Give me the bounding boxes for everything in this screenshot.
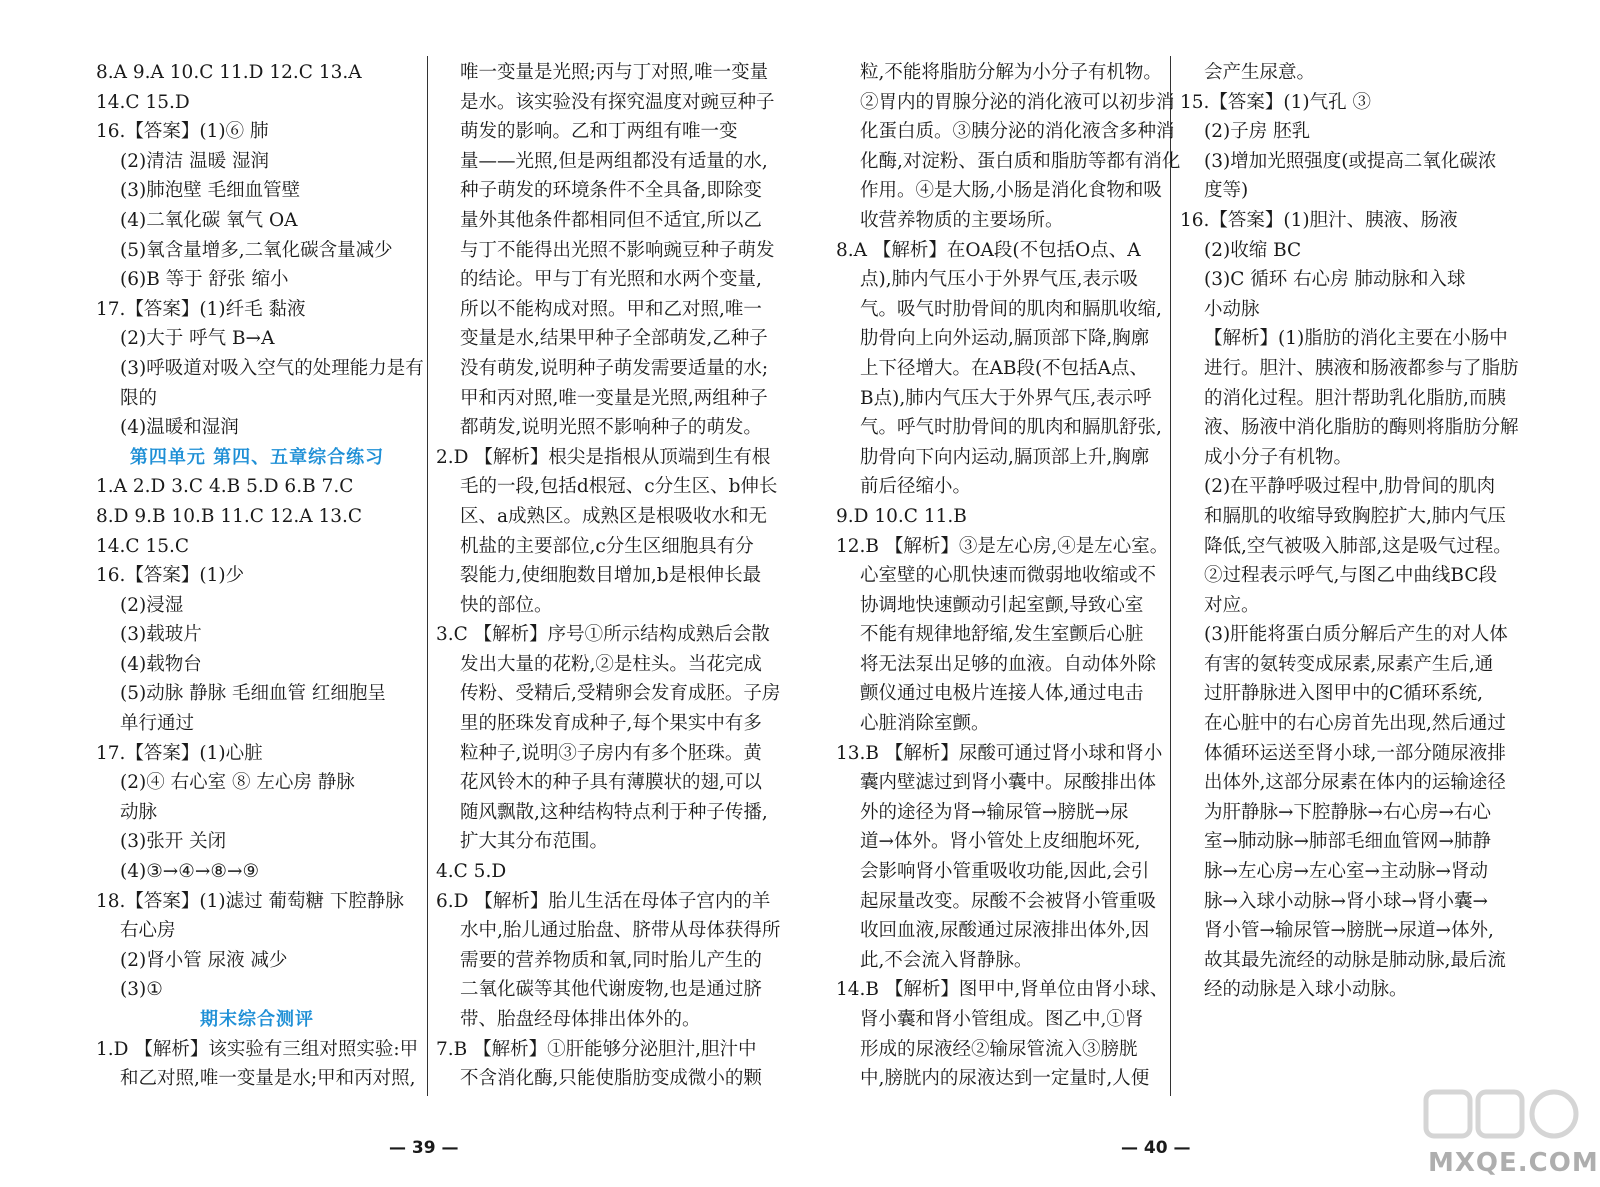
- text-line: 度等): [1204, 180, 1249, 202]
- text-line: 在心脏中的右心房首先出现,然后通过: [1204, 713, 1506, 735]
- text-line: 经的动脉是入球小动脉。: [1204, 979, 1408, 1001]
- text-line: 小动脉: [1204, 298, 1260, 320]
- text-line: 点),肺内气压小于外界气压,表示吸: [860, 269, 1138, 291]
- text-line: 3.C 【解析】序号①所示结构成熟后会散: [436, 624, 770, 646]
- text-line: (2)④ 右心室 ⑧ 左心房 静脉: [120, 772, 355, 794]
- text-line: 量——光照,但是两组都没有适量的水,: [460, 150, 768, 172]
- text-line: (2)在平静呼吸过程中,肋骨间的肌肉: [1204, 476, 1496, 498]
- text-line: 肋骨向下向内运动,膈顶部上升,胸廓: [860, 446, 1150, 468]
- text-line: (4)载物台: [120, 653, 202, 675]
- text-line: 成小分子有机物。: [1204, 446, 1353, 468]
- text-line: (3)载玻片: [120, 624, 202, 646]
- text-line: 中,膀胱内的尿液达到一定量时,人便: [860, 1068, 1150, 1090]
- text-line: 12.B 【解析】③是左心房,④是左心室。: [836, 535, 1169, 557]
- text-line: 裂能力,使细胞数目增加,b是根伸长最: [460, 565, 762, 587]
- text-line: (2)收缩 BC: [1204, 239, 1302, 261]
- text-line: 有害的氨转变成尿素,尿素产生后,通: [1204, 653, 1494, 675]
- text-line: (4)温暖和湿润: [120, 417, 239, 439]
- page-number-left: — 39 —: [389, 1138, 459, 1158]
- text-line: 粒,不能将脂肪分解为小分子有机物。: [860, 62, 1162, 83]
- text-line: 与丁不能得出光照不影响豌豆种子萌发: [460, 239, 775, 261]
- page-number-right: — 40 —: [1121, 1138, 1191, 1158]
- text-line: (4)二氧化碳 氧气 OA: [120, 209, 298, 231]
- text-line: (2)浸湿: [120, 594, 184, 616]
- text-line: 4.C 5.D: [436, 861, 507, 883]
- column-divider-right: [1170, 56, 1171, 1096]
- text-line: 2.D 【解析】根尖是指根从顶端到生有根: [436, 446, 771, 468]
- text-line: 区、a成熟区。成熟区是根吸收水和无: [460, 505, 768, 527]
- text-line: (3)呼吸道对吸入空气的处理能力是有: [120, 357, 424, 379]
- text-line: 18.【答案】(1)滤过 葡萄糖 下腔静脉: [96, 890, 404, 912]
- text-line: 不含消化酶,只能使脂肪变成微小的颗: [460, 1068, 762, 1090]
- text-line: 的结论。甲与丁有光照和水两个变量,: [460, 269, 762, 291]
- text-line: 粒种子,说明③子房内有多个胚珠。黄: [460, 742, 762, 764]
- text-line: (5)动脉 静脉 毛细血管 红细胞呈: [120, 683, 386, 705]
- text-line: 为肝静脉→下腔静脉→右心房→右心: [1204, 801, 1492, 823]
- text-line: 所以不能构成对照。甲和乙对照,唯一: [460, 298, 762, 320]
- text-line: 种子萌发的环境条件不全具备,即除变: [460, 180, 762, 202]
- text-line: 传粉、受精后,受精卵会发育成胚。子房: [460, 683, 781, 705]
- text-line: 起尿量改变。尿酸不会被肾小管重吸: [860, 890, 1157, 912]
- text-line: 6.D 【解析】胎儿生活在母体子宫内的羊: [436, 890, 771, 912]
- text-line: 随风飘散,这种结构特点利于种子传播,: [460, 801, 768, 823]
- text-line: (6)B 等于 舒张 缩小: [120, 269, 289, 291]
- section-heading: 期末综合测评: [200, 1009, 314, 1030]
- text-line: 限的: [120, 387, 158, 409]
- text-line: 唯一变量是光照;丙与丁对照,唯一变量: [460, 62, 769, 83]
- text-line: 带、胎盘经母体排出体外的。: [460, 1009, 701, 1030]
- text-line: 甲和丙对照,唯一变量是光照,两组种子: [460, 387, 768, 409]
- text-line: 13.B 【解析】尿酸可通过肾小球和肾小: [836, 742, 1163, 764]
- text-line: 脉→入球小动脉→肾小球→肾小囊→: [1204, 890, 1489, 912]
- text-line: 囊内壁滤过到肾小囊中。尿酸排出体: [860, 772, 1157, 794]
- text-line: ②胃内的胃腺分泌的消化液可以初步消: [860, 91, 1175, 113]
- text-line: 萌发的影响。乙和丁两组有唯一变: [460, 121, 738, 143]
- text-line: 8.A 9.A 10.C 11.D 12.C 13.A: [96, 62, 362, 83]
- text-line: 毛的一段,包括d根冠、c分生区、b伸长: [460, 476, 778, 498]
- text-line: 会产生尿意。: [1204, 62, 1316, 83]
- text-line: 扩大其分布范围。: [460, 831, 609, 853]
- text-line: 没有萌发,说明种子萌发需要适量的水;: [460, 357, 769, 379]
- text-line: (2)大于 呼气 B→A: [120, 328, 275, 350]
- text-line: 体循环运送至肾小球,一部分随尿液排: [1204, 742, 1506, 764]
- text-line: 发出大量的花粉,②是柱头。当花完成: [460, 653, 762, 675]
- text-line: 化酶,对淀粉、蛋白质和脂肪等都有消化: [860, 150, 1181, 172]
- text-line: 此,不会流入肾静脉。: [860, 949, 1033, 971]
- text-line: (5)氧含量增多,二氧化碳含量减少: [120, 239, 393, 261]
- text-line: 都萌发,说明光照不影响种子的萌发。: [460, 417, 762, 439]
- text-line: 右心房: [120, 920, 176, 942]
- text-line: 进行。胆汁、胰液和肠液都参与了脂肪: [1204, 357, 1519, 379]
- column-divider-left: [427, 56, 428, 1096]
- text-line: (2)子房 胚乳: [1204, 121, 1311, 143]
- text-line: 的消化过程。胆汁帮助乳化脂肪,而胰: [1204, 387, 1506, 409]
- column-1: [96, 58, 424, 1094]
- text-line: 量外其他条件都相同但不适宜,所以乙: [460, 209, 762, 231]
- text-line: 过肝静脉进入图甲中的C循环系统,: [1204, 683, 1484, 705]
- text-line: (4)③→④→⑧→⑨: [120, 861, 260, 883]
- column-3: [836, 58, 1181, 1094]
- text-line: 气。吸气时肋骨间的肌肉和膈肌收缩,: [860, 298, 1162, 320]
- text-line: 水中,胎儿通过胎盘、脐带从母体获得所: [460, 920, 781, 942]
- text-line: 出体外,这部分尿素在体内的运输途径: [1204, 772, 1506, 794]
- text-line: (3)增加光照强度(或提高二氧化碳浓: [1204, 150, 1497, 172]
- text-line: (3)肺泡壁 毛细血管壁: [120, 180, 301, 202]
- text-line: 8.D 9.B 10.B 11.C 12.A 13.C: [96, 505, 363, 527]
- text-line: 化蛋白质。③胰分泌的消化液含多种消: [860, 121, 1175, 143]
- text-line: 肾小囊和肾小管组成。图乙中,①肾: [860, 1009, 1144, 1030]
- text-line: 16.【答案】(1)⑥ 肺: [96, 121, 269, 143]
- text-line: 二氧化碳等其他代谢废物,也是通过脐: [460, 979, 762, 1001]
- text-line: 和乙对照,唯一变量是水;甲和丙对照,: [120, 1068, 416, 1090]
- text-line: 17.【答案】(1)心脏: [96, 742, 263, 764]
- section-heading: 第四单元 第四、五章综合练习: [129, 446, 385, 468]
- text-line: 前后径缩小。: [860, 476, 972, 498]
- text-line: 心室壁的心肌快速而微弱地收缩或不: [860, 565, 1157, 587]
- text-line: 需要的营养物质和氧,同时胎儿产生的: [460, 949, 762, 971]
- text-line: (2)清洁 温暖 湿润: [120, 150, 269, 172]
- text-line: 快的部位。: [460, 594, 553, 616]
- text-line: 形成的尿液经②输尿管流入③膀胱: [860, 1038, 1138, 1060]
- text-line: 协调地快速颤动引起室颤,导致心室: [860, 594, 1144, 616]
- text-line: (3)①: [120, 979, 163, 1001]
- text-line: 作用。④是大肠,小肠是消化食物和吸: [860, 180, 1162, 202]
- column-2: [436, 58, 781, 1094]
- text-line: 脉→左心房→左心室→主动脉→肾动: [1204, 861, 1489, 883]
- text-line: 1.D 【解析】该实验有三组对照实验:甲: [96, 1038, 419, 1060]
- text-line: 14.C 15.D: [96, 91, 190, 113]
- text-line: 气。呼气时肋骨间的肌肉和膈肌舒张,: [860, 417, 1162, 439]
- text-line: 9.D 10.C 11.B: [836, 505, 967, 527]
- text-line: 是水。该实验没有探究温度对豌豆种子: [460, 91, 775, 113]
- text-line: 7.B 【解析】①肝能够分泌胆汁,胆汁中: [436, 1038, 757, 1060]
- text-line: 单行通过: [120, 713, 195, 735]
- text-line: 心脏消除室颤。: [860, 713, 990, 735]
- text-line: (3)C 循环 右心房 肺动脉和入球: [1204, 269, 1466, 291]
- text-line: 肾小管→输尿管→膀胱→尿道→体外,: [1204, 920, 1494, 942]
- text-line: 机盐的主要部位,c分生区细胞具有分: [460, 535, 754, 557]
- text-line: 故其最先流经的动脉是肺动脉,最后流: [1204, 949, 1506, 971]
- text-line: 17.【答案】(1)纤毛 黏液: [96, 298, 306, 320]
- text-line: 降低,空气被吸入肺部,这是吸气过程。: [1204, 535, 1512, 557]
- text-line: 道→体外。肾小管处上皮细胞坏死,: [860, 831, 1141, 853]
- text-line: B点),肺内气压大于外界气压,表示呼: [860, 387, 1152, 409]
- text-line: 和膈肌的收缩导致胸腔扩大,肺内气压: [1204, 505, 1506, 527]
- text-line: 将无法泵出足够的血液。自动体外除: [860, 653, 1157, 675]
- text-line: 14.B 【解析】图甲中,肾单位由肾小球、: [836, 979, 1169, 1001]
- text-line: 动脉: [120, 801, 158, 823]
- text-line: 收回血液,尿酸通过尿液排出体外,因: [860, 920, 1150, 942]
- text-line: 会影响肾小管重吸收功能,因此,会引: [860, 861, 1150, 883]
- watermark-text: MXQE.COM: [1428, 1148, 1599, 1178]
- text-line: 对应。: [1204, 594, 1260, 616]
- text-line: 16.【答案】(1)少: [96, 565, 245, 587]
- text-line: 收营养物质的主要场所。: [860, 209, 1064, 231]
- text-line: 1.A 2.D 3.C 4.B 5.D 6.B 7.C: [96, 476, 354, 498]
- text-line: (3)张开 关闭: [120, 831, 227, 853]
- text-line: 15.【答案】(1)气孔 ③: [1180, 91, 1372, 113]
- text-line: (2)肾小管 尿液 减少: [120, 949, 288, 971]
- text-line: 16.【答案】(1)胆汁、胰液、肠液: [1180, 209, 1458, 231]
- text-line: 液、肠液中消化脂肪的酶则将脂肪分解: [1204, 417, 1519, 439]
- text-line: 8.A 【解析】在OA段(不包括O点、A: [836, 239, 1141, 261]
- text-line: 花风铃木的种子具有薄膜状的翅,可以: [460, 772, 762, 794]
- text-line: (3)肝能将蛋白质分解后产生的对人体: [1204, 624, 1508, 646]
- text-line: 颤仪通过电极片连接人体,通过电击: [860, 683, 1144, 705]
- text-line: 肋骨向上向外运动,膈顶部下降,胸廓: [860, 328, 1150, 350]
- text-line: 【解析】(1)脂肪的消化主要在小肠中: [1204, 328, 1508, 350]
- text-line: ②过程表示呼气,与图乙中曲线BC段: [1204, 565, 1497, 587]
- text-line: 室→肺动脉→肺部毛细血管网→肺静: [1204, 831, 1492, 853]
- text-line: 上下径增大。在AB段(不包括A点、: [860, 357, 1149, 379]
- text-line: 外的途径为肾→输尿管→膀胱→尿: [860, 801, 1129, 823]
- text-line: 变量是水,结果甲种子全部萌发,乙种子: [460, 328, 768, 350]
- text-line: 里的胚珠发育成种子,每个果实中有多: [460, 713, 762, 735]
- text-line: 不能有规律地舒缩,发生室颤后心脏: [860, 624, 1144, 646]
- text-line: 14.C 15.C: [96, 535, 190, 557]
- column-4: [1180, 58, 1519, 1005]
